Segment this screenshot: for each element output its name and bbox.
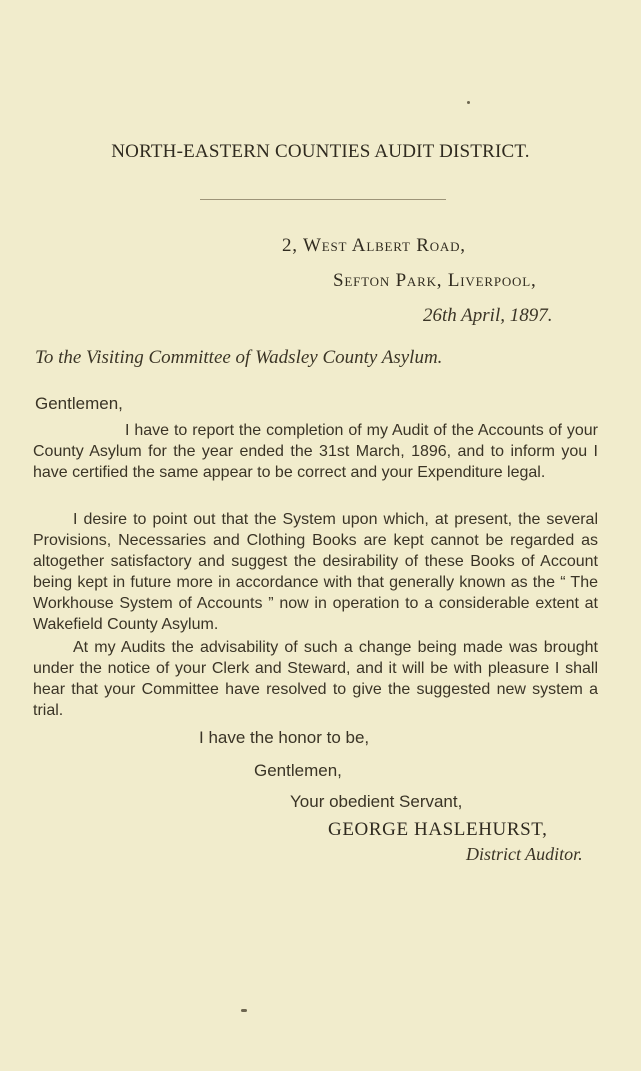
address-line-city: Sefton Park, Liverpool, bbox=[333, 270, 537, 291]
salutation: Gentlemen, bbox=[35, 394, 123, 413]
ink-speck bbox=[467, 101, 470, 104]
ink-speck bbox=[241, 1009, 247, 1012]
address-line-street: 2, West Albert Road, bbox=[282, 235, 466, 256]
closing-valediction: Your obedient Servant, bbox=[290, 792, 463, 811]
letter-date: 26th April, 1897. bbox=[423, 305, 553, 326]
recipient-line: To the Visiting Committee of Wadsley County Asylum. bbox=[35, 347, 443, 368]
heading-divider bbox=[200, 199, 446, 200]
district-heading: NORTH-EASTERN COUNTIES AUDIT DISTRICT. bbox=[111, 141, 530, 162]
closing-salutation: Gentlemen, bbox=[254, 761, 342, 780]
body-paragraph: I desire to point out that the System upon which, at present, the several Provisions, Necessaries and Clothing Books are kept cannot be regarded as altogether satisfactory and suggest the desirability of these Books of Account being kept in future more in accordance with that generally known as the “ The Workhouse System of Accounts ” now in operation to a considerable extent at Wakefield County Asylum. bbox=[33, 511, 598, 633]
signature-name: GEORGE HASLEHURST, bbox=[328, 819, 548, 840]
body-paragraph: I have to report the completion of my Audit of the Accounts of your County Asylum for the year ended the 31st March, 1896, and to inform you I have certified the same appear to be correct and your Expenditure legal. bbox=[33, 422, 598, 481]
signature-title: District Auditor. bbox=[466, 844, 583, 864]
body-paragraph: At my Audits the advisability of such a change being made was brought under the notice of your Clerk and Steward, and it will be with pleasure I shall hear that your Committee have resolved to give the suggested new system a trial. bbox=[33, 639, 598, 719]
closing-line: I have the honor to be, bbox=[199, 728, 370, 747]
